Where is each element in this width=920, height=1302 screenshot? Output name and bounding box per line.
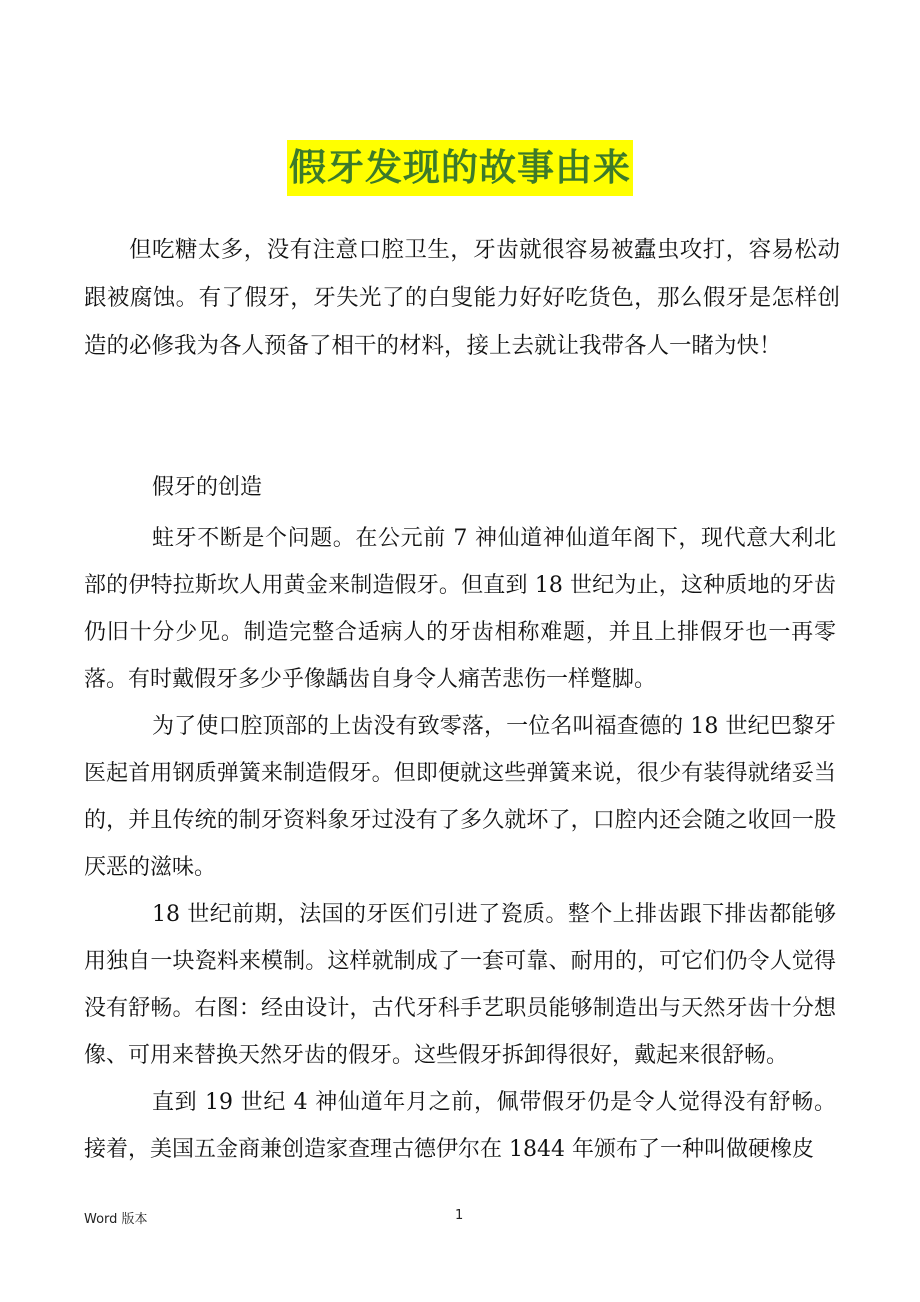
page-number: 1 bbox=[455, 1208, 464, 1223]
body-text bbox=[84, 515, 836, 1173]
title-container bbox=[0, 140, 920, 196]
intro-paragraph: 但吃糖太多，没有注意口腔卫生，牙齿就很容易被蠹虫攻打，容易松动跟被腐蚀。有了假牙，牙失光了的白叟能力好好吃货色，那么假牙是怎样创造的必修我为各人预备了相干的材料，接上去就让我带各人一睹为快！ bbox=[84, 237, 840, 359]
body-paragraph-4: 直到 19 世纪 4 神仙道年月之前，佩带假牙仍是令人觉得没有舒畅。接着，美国五金商兼创造家查理古德伊尔在 1844 年颁布了一种叫做硬橡皮 bbox=[84, 1090, 836, 1162]
body-paragraph-2: 为了使口腔顶部的上齿没有致零落，一位名叫福查德的 18 世纪巴黎牙医起首用钢质弹簧来制造假牙。但即便就这些弹簧来说，很少有装得就绪妥当的，并且传统的制牙资料象牙过没有了多久就坏了，口腔内还会随之收回一股厌恶的滋味。 bbox=[84, 714, 836, 880]
document-title: 假牙发现的故事由来 bbox=[287, 140, 633, 196]
footer-label: Word 版本 bbox=[84, 1212, 148, 1227]
body-paragraph-3: 18 世纪前期，法国的牙医们引进了瓷质。整个上排齿跟下排齿都能够用独自一块瓷料来模制。这样就制成了一套可靠、耐用的，可它们仍令人觉得没有舒畅。右图：经由设计，古代牙科手艺职员能够制造出与天然牙齿十分想像、可用来替换天然牙齿的假牙。这些假牙拆卸得很好，戴起来很舒畅。 bbox=[84, 902, 836, 1068]
body-paragraph-1: 蛀牙不断是个问题。在公元前 7 神仙道神仙道年阁下，现代意大利北部的伊特拉斯坎人用黄金来制造假牙。但直到 18 世纪为止，这种质地的牙齿仍旧十分少见。制造完整合适病人的牙齿相称难题，并且上排假牙也一再零落。有时戴假牙多少乎像龋齿自身令人痛苦悲伤一样蹩脚。 bbox=[84, 526, 836, 692]
section-heading: 假牙的创造 bbox=[152, 475, 263, 500]
